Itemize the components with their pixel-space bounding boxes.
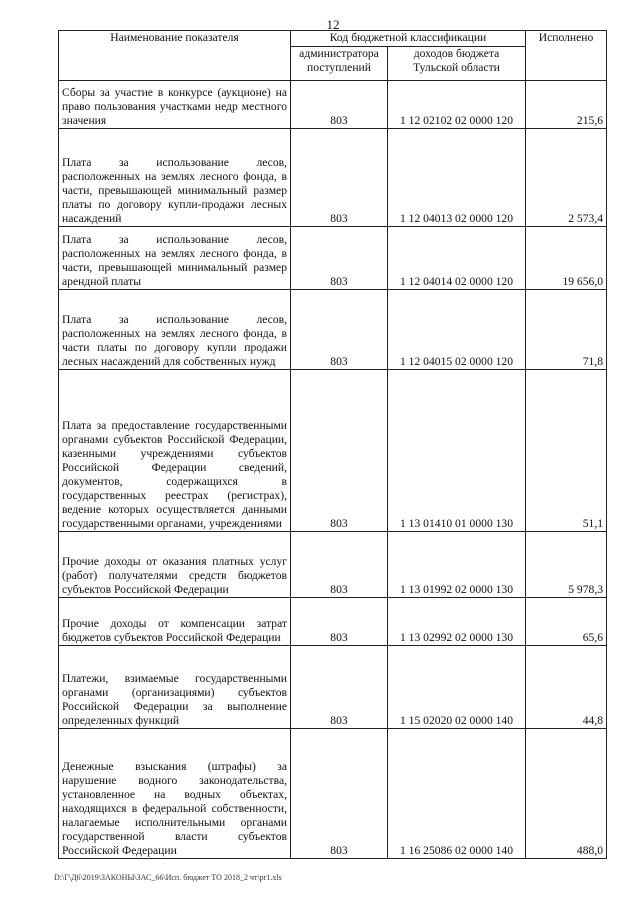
row-value: 44,8	[526, 646, 607, 729]
row-code: 1 12 02102 02 0000 120	[388, 81, 526, 129]
row-code: 1 12 04013 02 0000 120	[388, 129, 526, 227]
row-admin: 803	[291, 646, 388, 729]
table-row	[59, 129, 607, 227]
row-admin: 803	[291, 227, 388, 290]
table-row	[59, 646, 607, 729]
header-name: Наименование показателя	[59, 31, 291, 81]
row-admin: 803	[291, 129, 388, 227]
row-name: Плата за использование лесов, расположенных на землях лесного фонда, в части платы по договору купли продажи лесных насаждений для собственных нужд	[59, 290, 291, 370]
row-admin: 803	[291, 729, 388, 859]
row-value: 19 656,0	[526, 227, 607, 290]
row-admin: 803	[291, 532, 388, 598]
row-name: Сборы за участие в конкурсе (аукционе) на право пользования участками недр местного значения	[59, 81, 291, 129]
table-row	[59, 598, 607, 646]
row-value: 215,6	[526, 81, 607, 129]
row-code: 1 16 25086 02 0000 140	[388, 729, 526, 859]
row-value: 488,0	[526, 729, 607, 859]
row-name: Денежные взыскания (штрафы) за нарушение водного законодательства, установленное на водных объектах, находящихся в федеральной собственности, налагаемые исполнительными органами государственной власти субъектов Российской Федерации	[59, 729, 291, 859]
row-code: 1 13 01992 02 0000 130	[388, 532, 526, 598]
row-code: 1 12 04014 02 0000 120	[388, 227, 526, 290]
row-name: Платежи, взимаемые государственными органами (организациями) субъектов Российской Федерации за выполнение определенных функций	[59, 646, 291, 729]
row-code: 1 13 01410 01 0000 130	[388, 370, 526, 532]
table-row	[59, 729, 607, 859]
table-row	[59, 370, 607, 532]
page-number: 12	[326, 17, 340, 32]
row-name: Прочие доходы от компенсации затрат бюджетов субъектов Российской Федерации	[59, 598, 291, 646]
header-code-group: Код бюджетной классификации	[291, 31, 526, 47]
row-code: 1 13 02992 02 0000 130	[388, 598, 526, 646]
header-admin: администратора поступлений	[291, 47, 388, 81]
row-code: 1 15 02020 02 0000 140	[388, 646, 526, 729]
row-admin: 803	[291, 81, 388, 129]
row-name: Прочие доходы от оказания платных услуг (работ) получателями средств бюджетов субъектов Российской Федерации	[59, 532, 291, 598]
row-value: 5 978,3	[526, 532, 607, 598]
header-income: доходов бюджета Тульской области	[388, 47, 526, 81]
row-name: Плата за использование лесов, расположенных на землях лесного фонда, в части, превышающей минимальный размер арендной платы	[59, 227, 291, 290]
table-row	[59, 532, 607, 598]
row-code: 1 12 04015 02 0000 120	[388, 290, 526, 370]
row-value: 2 573,4	[526, 129, 607, 227]
row-admin: 803	[291, 370, 388, 532]
file-path-footer: D:\Г\Д6\2019\ЗАКОНЫ\ЗАС_66\Исп. бюджет ТО 2018_2 чт\pr1.xls	[54, 873, 282, 882]
header-executed: Исполнено	[526, 31, 607, 81]
row-value: 65,6	[526, 598, 607, 646]
budget-table	[58, 30, 607, 859]
row-name: Плата за предоставление государственными органами субъектов Российской Федерации, казенными учреждениями субъектов Российской Федерации сведений, документов, содержащихся в государственных реестрах (регистрах), ведение которых осуществляется данными государственными органами, учреждениями	[59, 370, 291, 532]
row-admin: 803	[291, 598, 388, 646]
row-name: Плата за использование лесов, расположенных на землях лесного фонда, в части, превышающей минимальный размер платы по договору купли-продажи лесных насаждений	[59, 129, 291, 227]
row-admin: 803	[291, 290, 388, 370]
table-row	[59, 81, 607, 129]
row-value: 51,1	[526, 370, 607, 532]
table-row	[59, 290, 607, 370]
row-value: 71,8	[526, 290, 607, 370]
table-row	[59, 227, 607, 290]
